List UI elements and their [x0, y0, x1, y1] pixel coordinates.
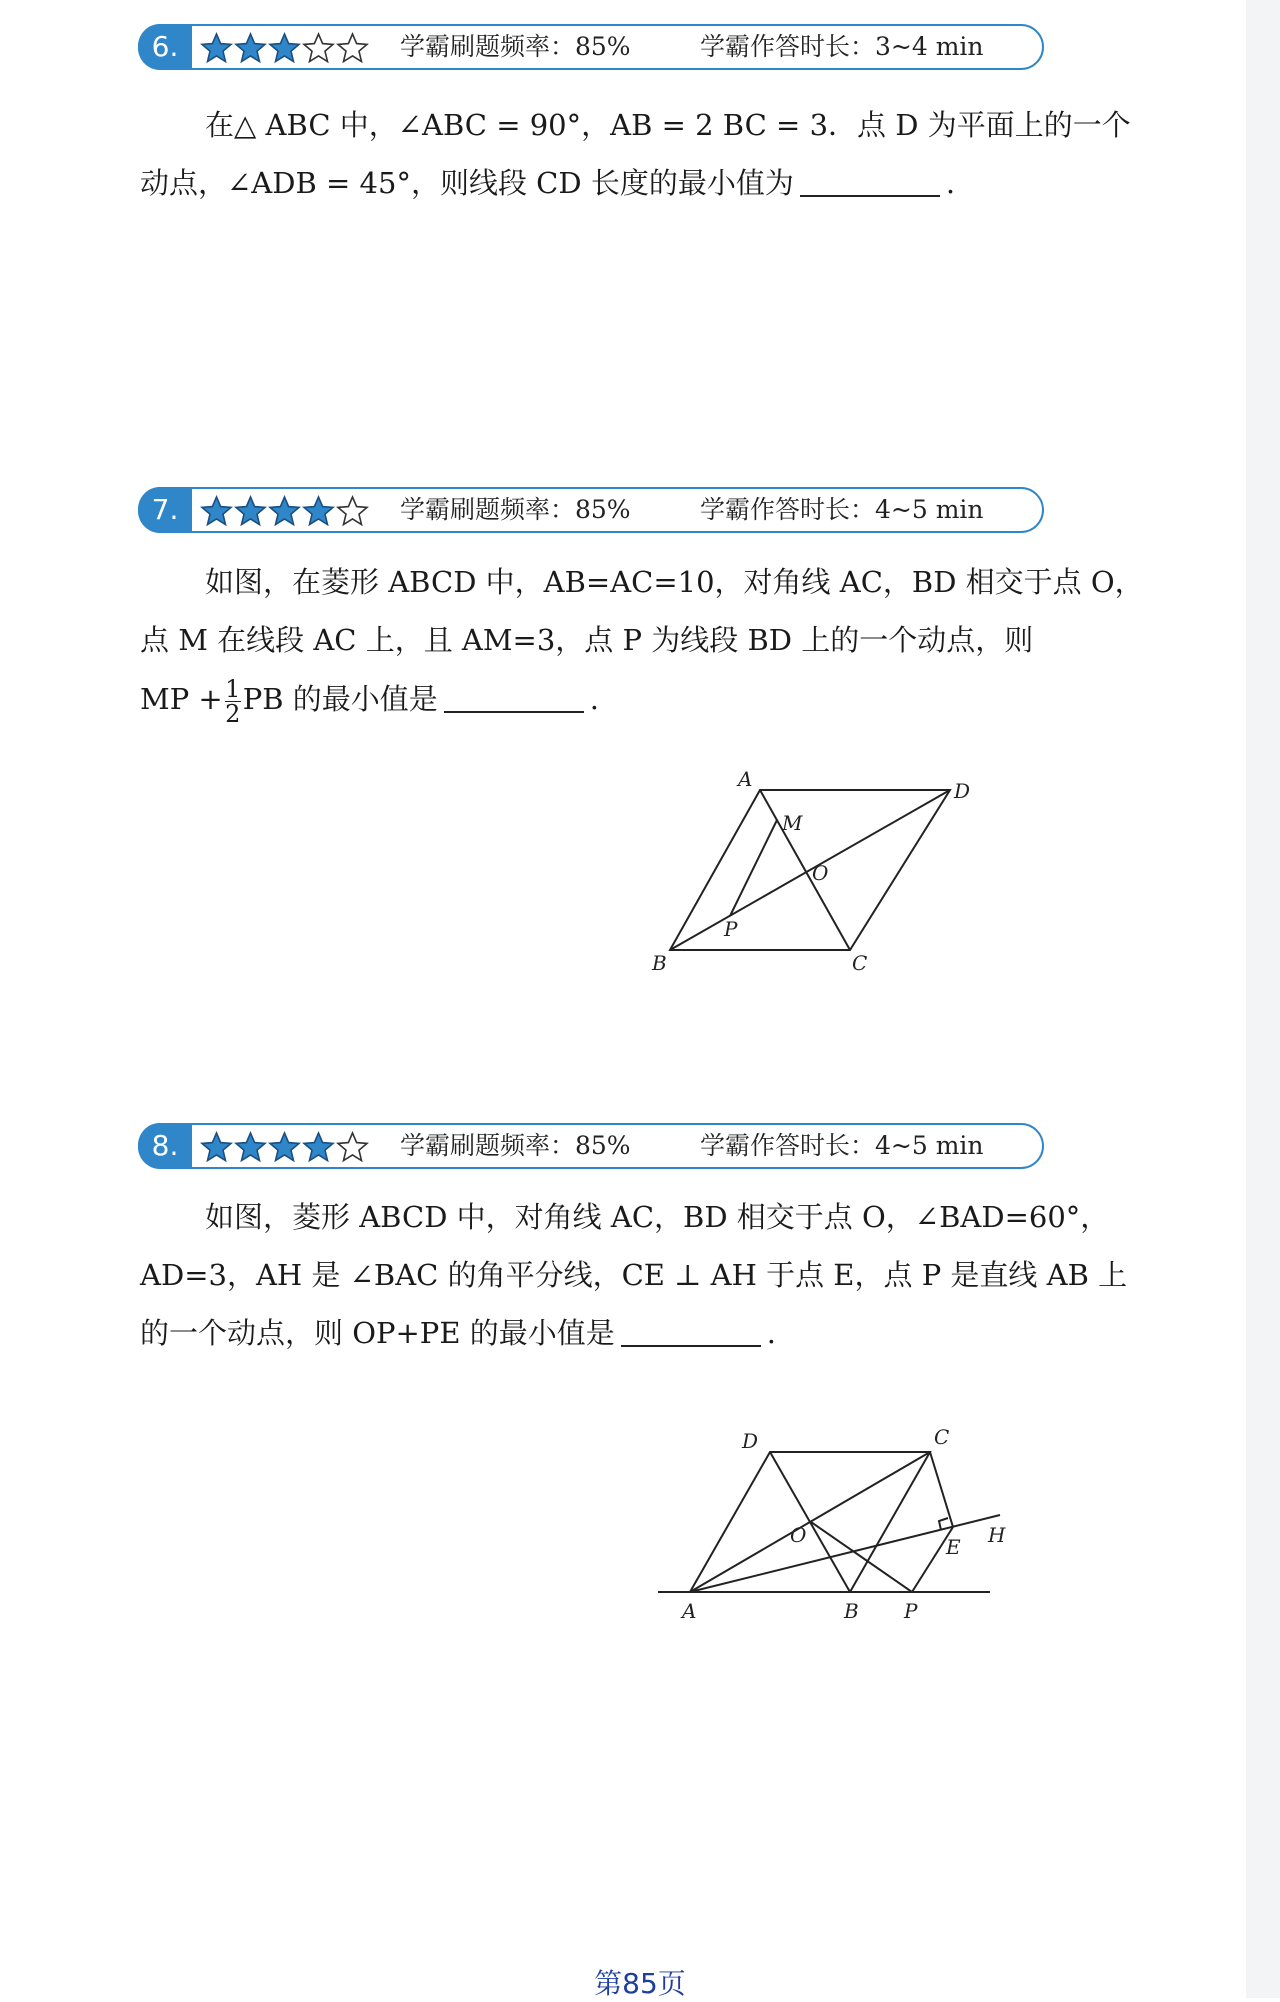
problem-6-text: 动点，∠ADB = 45°，则线段 CD 长度的最小值为 — [140, 166, 794, 200]
expr-pb: PB 的最小值是 — [242, 682, 438, 716]
diagonal-bd — [670, 790, 950, 950]
star-filled-icon — [302, 1131, 335, 1163]
label-o: O — [790, 1523, 807, 1547]
problem-8-banner — [138, 1123, 1044, 1169]
segment-ce — [930, 1452, 953, 1527]
page-number: 第85页 — [594, 1967, 686, 2000]
answer-blank — [444, 677, 584, 713]
duration-label: 学霸作答时长：3~4 min — [700, 32, 984, 61]
label-b: B — [844, 1599, 859, 1623]
problem-7-banner — [138, 487, 1044, 533]
problem-8-text: 的一个动点，则 OP+PE 的最小值是 — [140, 1316, 615, 1350]
label-a: A — [682, 1599, 697, 1623]
star-filled-icon — [268, 495, 301, 527]
label-a: A — [738, 770, 753, 791]
period: . — [589, 682, 599, 716]
problem-8-line-3 — [140, 1304, 1180, 1362]
label-c: C — [852, 951, 868, 975]
star-empty-icon — [336, 1131, 369, 1163]
label-m: M — [782, 811, 803, 835]
expr-mp: MP + — [140, 682, 223, 716]
difficulty-stars — [200, 32, 369, 64]
rhombus-figure-8 — [650, 1420, 1030, 1630]
problem-7-line-3 — [140, 670, 1180, 728]
star-filled-icon — [234, 495, 267, 527]
frequency-label: 学霸刷题频率：85% — [400, 32, 631, 61]
label-c: C — [934, 1425, 950, 1449]
frequency-label: 学霸刷题频率：85% — [400, 1131, 631, 1160]
problem-7-line-2: 点 M 在线段 AC 上，且 AM=3，点 P 为线段 BD 上的一个动点，则 — [140, 623, 1034, 657]
diagonal-ac — [760, 790, 850, 950]
label-d: D — [954, 779, 971, 803]
rhombus-figure-7 — [640, 770, 980, 980]
diagonal-bd — [770, 1452, 850, 1592]
segment-op — [811, 1522, 912, 1592]
period: . — [766, 1316, 776, 1350]
star-filled-icon — [268, 1131, 301, 1163]
star-filled-icon — [234, 32, 267, 64]
problem-8-line-1: 如图，菱形 ABCD 中，对角线 AC，BD 相交于点 O，∠BAD=60°， — [205, 1200, 1110, 1234]
star-empty-icon — [336, 32, 369, 64]
star-empty-icon — [336, 495, 369, 527]
star-filled-icon — [200, 32, 233, 64]
period: . — [945, 166, 956, 200]
star-filled-icon — [200, 495, 233, 527]
star-filled-icon — [234, 1131, 267, 1163]
problem-number: 8. — [138, 1123, 192, 1169]
problem-8-line-2: AD=3，AH 是 ∠BAC 的角平分线，CE ⊥ AH 于点 E，点 P 是直线 AB 上 — [140, 1258, 1128, 1292]
problem-number: 6. — [138, 24, 192, 70]
star-filled-icon — [302, 495, 335, 527]
label-h: H — [988, 1523, 1006, 1547]
star-filled-icon — [200, 1131, 233, 1163]
frac-numerator: 1 — [225, 674, 241, 703]
problem-number: 7. — [138, 487, 192, 533]
label-o: O — [812, 861, 829, 885]
star-filled-icon — [268, 32, 301, 64]
label-p: P — [724, 917, 738, 941]
difficulty-stars — [200, 1131, 369, 1163]
problem-6-banner — [138, 24, 1044, 70]
page-edge-shadow — [1246, 0, 1280, 1998]
label-p: P — [904, 1599, 918, 1623]
duration-label: 学霸作答时长：4~5 min — [700, 1131, 984, 1160]
label-e: E — [946, 1535, 961, 1559]
frequency-label: 学霸刷题频率：85% — [400, 495, 631, 524]
star-empty-icon — [302, 32, 335, 64]
label-b: B — [652, 951, 667, 975]
frac-denominator: 2 — [225, 699, 241, 728]
problem-6-line-2 — [140, 154, 1180, 212]
duration-label: 学霸作答时长：4~5 min — [700, 495, 984, 524]
problem-6-line-1: 在△ ABC 中，∠ABC = 90°，AB = 2 BC = 3．点 D 为平面上的一个 — [205, 108, 1131, 142]
difficulty-stars — [200, 495, 369, 527]
fraction-half — [225, 674, 241, 728]
label-d: D — [742, 1429, 759, 1453]
problem-7-line-1: 如图，在菱形 ABCD 中，AB=AC=10，对角线 AC，BD 相交于点 O， — [205, 565, 1144, 599]
answer-blank — [800, 161, 940, 197]
answer-blank — [621, 1311, 761, 1347]
